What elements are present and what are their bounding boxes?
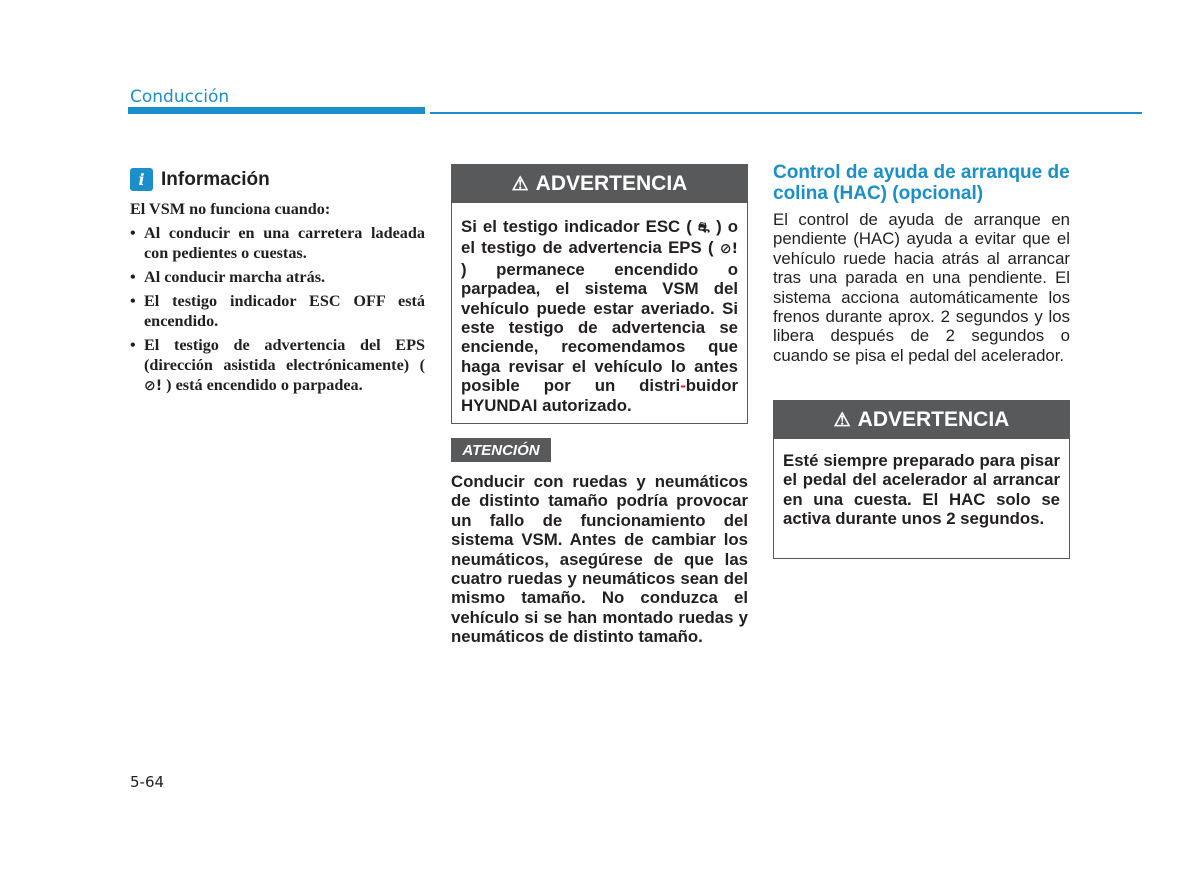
- warning-title: ADVERTENCIA: [535, 172, 688, 195]
- warning-text: Si el testigo indicador ESC (: [461, 217, 698, 236]
- eps-warning-icon: ⊘!: [144, 378, 163, 394]
- info-list-item: • El testigo indicador ESC OFF está encendido.: [130, 291, 425, 331]
- warning-body: [452, 203, 747, 415]
- warning-title: ADVERTENCIA: [857, 408, 1010, 431]
- info-list-item-eps: [130, 335, 425, 396]
- warning-box-hac: [773, 400, 1070, 559]
- warning-triangle-icon: ⚠: [511, 173, 529, 195]
- info-list-item: • Al conducir marcha atrás.: [130, 267, 425, 287]
- section-title: Conducción: [130, 87, 230, 107]
- page-number: 5-64: [130, 773, 165, 791]
- caution-label: ATENCIÓN: [451, 438, 551, 462]
- info-title: Información: [161, 168, 270, 190]
- info-column: [130, 168, 425, 400]
- info-icon: i: [130, 168, 153, 191]
- warning-text: buidor HYUNDAI autorizado.: [461, 376, 738, 415]
- info-heading: [130, 168, 425, 191]
- caution-text: Conducir con ruedas y neumáticos de distinto tamaño podría provocar un fallo de funcionamiento del sistema VSM. Antes de cambiar los neumáticos, asegúrese de que las cuatro ruedas y neumáticos sean del mismo tamaño. No conduzca el vehículo si se han montado ruedas y neumáticos de distinto tamaño.: [451, 472, 748, 647]
- eps-warning-icon: ⊘!: [719, 241, 738, 258]
- hac-body: El control de ayuda de arranque en pendiente (HAC) ayuda a evitar que el vehículo ruede hacia atrás al arrancar tras una parada en una pendiente. El sistema acciona automáticamente los frenos durante aprox. 2 segundos y los libera después de 2 segundos o cuando se pisa el pedal del acelerador.: [773, 210, 1070, 365]
- info-list-item: • Al conducir en una carretera ladeada con pedientes o cuestas.: [130, 223, 425, 263]
- header-rule-thick: [128, 107, 425, 114]
- esc-indicator-icon: ⛐: [697, 220, 711, 236]
- header-rule-thin: [430, 112, 1142, 114]
- warning-triangle-icon: ⚠: [833, 409, 851, 431]
- warning-header: [774, 401, 1069, 439]
- warning-text: ) permanece encendido o parpadea, el sistema VSM del vehículo puede estar averiado. Si este testigo de advertencia se enciende, recomendamos que haga revisar el vehículo lo antes posible por un distri: [461, 259, 738, 396]
- info-list: [130, 223, 425, 396]
- warning-text: ) o el testigo de advertencia EPS (: [461, 217, 738, 258]
- warning-body: Esté siempre preparado para pisar el pedal del acelerador al arrancar en una cuesta. El HAC solo se activa durante unos 2 segundos.: [783, 451, 1060, 529]
- warning-header: [452, 165, 747, 203]
- hyphen-mark: -: [680, 376, 686, 396]
- warning-box-vsm: [451, 164, 748, 424]
- eps-item-text: El testigo de advertencia del EPS (dirección asistida electrónicamente) (: [144, 336, 425, 374]
- eps-item-text-end: ) está encendido o parpadea.: [162, 376, 363, 394]
- info-intro: El VSM no funciona cuando:: [130, 200, 331, 218]
- hac-heading: Control de ayuda de arranque de colina (HAC) (opcional): [773, 162, 1070, 204]
